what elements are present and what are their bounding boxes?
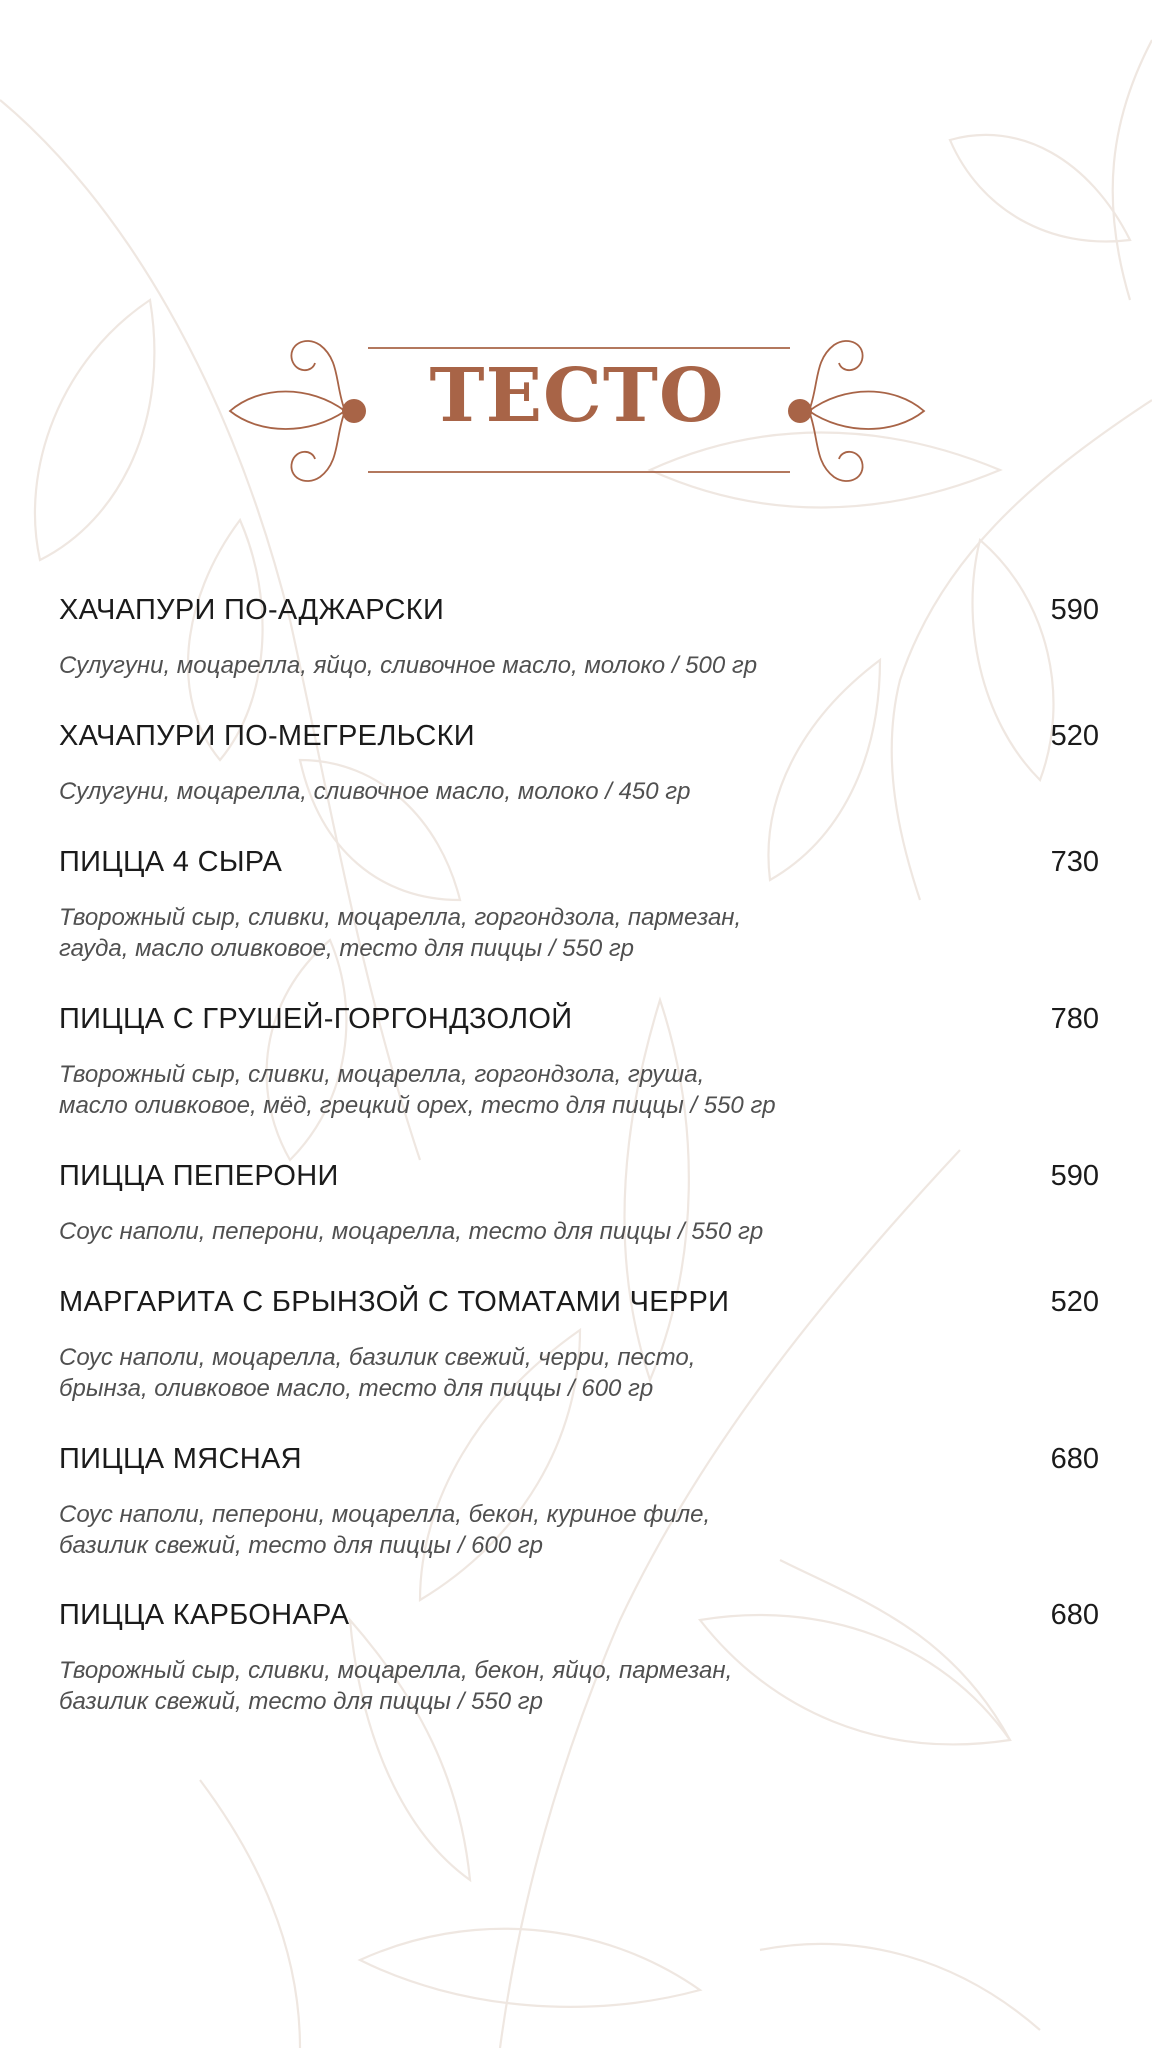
item-price: 520 — [1050, 1286, 1099, 1318]
item-description: Творожный сыр, сливки, моцарелла, бекон, яйцо, пармезан, базилик свежий, тесто для пиццы / 550 гр — [59, 1657, 733, 1715]
item-price: 680 — [1050, 1443, 1099, 1475]
item-name: ПИЦЦА С ГРУШЕЙ-ГОРГОНДЗОЛОЙ — [59, 1003, 573, 1035]
item-name: ПИЦЦА МЯСНАЯ — [59, 1443, 302, 1475]
item-name: ПИЦЦА КАРБОНАРА — [59, 1599, 350, 1631]
item-name: ХАЧАПУРИ ПО-АДЖАРСКИ — [59, 594, 445, 626]
item-description: Сулугуни, моцарелла, сливочное масло, молоко / 450 гр — [59, 778, 691, 805]
item-price: 590 — [1050, 594, 1099, 626]
item-description: Творожный сыр, сливки, моцарелла, горгондзола, груша, масло оливковое, мёд, грецкий орех, тесто для пиццы / 550 гр — [59, 1061, 776, 1119]
item-name: ПИЦЦА ПЕПЕРОНИ — [59, 1160, 339, 1192]
item-name: ПИЦЦА 4 СЫРА — [59, 846, 283, 878]
item-description: Творожный сыр, сливки, моцарелла, горгондзола, пармезан, гауда, масло оливковое, тесто для пиццы / 550 гр — [59, 904, 742, 962]
item-price: 680 — [1050, 1599, 1099, 1631]
section-header — [220, 315, 934, 505]
item-price: 730 — [1050, 846, 1099, 878]
item-price: 520 — [1050, 720, 1099, 752]
item-name: МАРГАРИТА С БРЫНЗОЙ С ТОМАТАМИ ЧЕРРИ — [59, 1286, 730, 1318]
item-price: 780 — [1050, 1003, 1099, 1035]
item-description: Сулугуни, моцарелла, яйцо, сливочное масло, молоко / 500 гр — [59, 652, 758, 679]
page-title: ТЕСТО — [429, 353, 725, 439]
item-price: 590 — [1050, 1160, 1099, 1192]
item-description: Соус наполи, моцарелла, базилик свежий, черри, песто, брынза, оливковое масло, тесто для пиццы / 600 гр — [59, 1344, 696, 1402]
item-description: Соус наполи, пеперони, моцарелла, тесто для пиццы / 550 гр — [59, 1218, 764, 1245]
item-description: Соус наполи, пеперони, моцарелла, бекон, куриное филе, базилик свежий, тесто для пиццы / 600 гр — [59, 1501, 711, 1559]
item-name: ХАЧАПУРИ ПО-МЕГРЕЛЬСКИ — [59, 720, 475, 752]
